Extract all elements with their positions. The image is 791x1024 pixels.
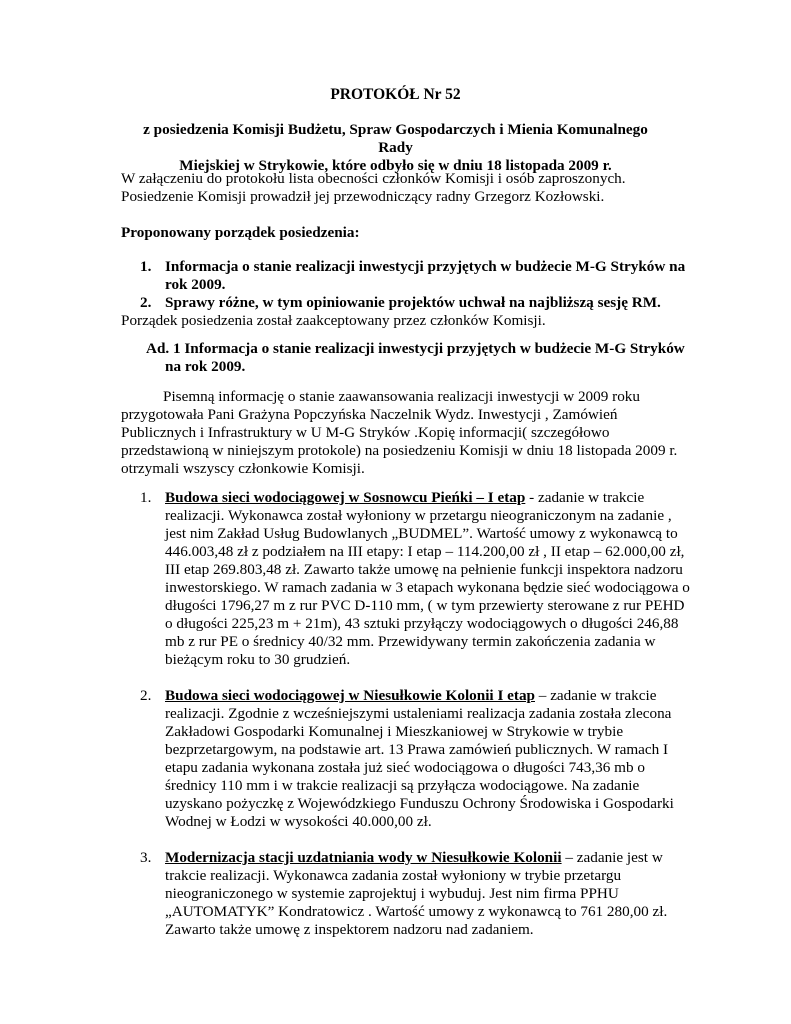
investment-item-line: inwestorskiego. W ramach zadania w 3 etapach wykonana będzie sieć wodociągowa o	[165, 579, 690, 596]
paragraph-line: Pisemną informację o stanie zaawansowania realizacji inwestycji w 2009 roku	[163, 388, 640, 405]
paragraph-line: przedstawioną w niniejszym protokole) na posiedzeniu Komisji w dniu 18 listopada 2009 r.	[121, 442, 678, 459]
investment-item-line: nieograniczonego w systemie zaprojektuj i wybuduj. Jest nim firma PPHU	[165, 885, 619, 902]
investment-list	[140, 489, 690, 939]
investment-item-title-rest: – zadanie jest w	[561, 849, 663, 866]
investment-item-line: uzyskano pożyczkę z Wojewódzkiego Funduszu Ochrony Środowiska i Gospodarki	[165, 795, 674, 812]
intro-line: W załączeniu do protokołu lista obecności członków Komisji i osób zaproszonych.	[121, 170, 626, 187]
investment-item-title-rest: – zadanie w trakcie	[535, 687, 657, 704]
paragraph-line: przygotowała Pani Grażyna Popczyńska Naczelnik Wydz. Inwestycji , Zamówień	[121, 406, 618, 423]
paragraph-line: otrzymali wszyscy członkowie Komisji.	[121, 460, 365, 477]
section-ad1-heading	[146, 340, 686, 376]
document-subtitle	[130, 121, 661, 175]
agenda-item-line: Sprawy różne, w tym opiniowanie projektów uchwał na najbliższą sesję RM.	[165, 294, 661, 311]
investment-item-line: realizacji. Wykonawca został wyłoniony w przetargu nieograniczonym na zadanie ,	[165, 507, 672, 524]
investment-item-line: mb z rur PE o średnicy 40/32 mm. Przewidywany termin zakończenia zadania w	[165, 633, 656, 650]
intro-paragraph	[121, 170, 681, 206]
investment-item-line: średnicy 110 mm i w trakcie realizacji są przyłącza wodociągowe. Na zadanie	[165, 777, 640, 794]
investment-item-line: Zawarto także umowę z inspektorem nadzoru nad zadaniem.	[165, 921, 534, 938]
investment-item	[140, 849, 690, 939]
investment-item-number: 3.	[140, 849, 152, 866]
investment-item-line: długości 1796,27 m z rur PVC D-110 mm, ( w tym przewierty sterowane z rur PEHD	[165, 597, 685, 614]
agenda-accepted-note: Porządek posiedzenia został zaakceptowany przez członków Komisji.	[121, 312, 546, 329]
investment-item-first-line	[165, 687, 690, 705]
investment-item	[140, 687, 690, 831]
investment-item-first-line	[165, 489, 690, 507]
investment-item-line: „AUTOMATYK” Kondratowicz . Wartość umowy z wykonawcą to 761 280,00 zł.	[165, 903, 668, 920]
investment-item-line: realizacji. Zgodnie z wcześniejszymi ustaleniami realizacja zadania została zlecona	[165, 705, 672, 722]
subtitle-line: Miejskiej w Strykowie, które odbyło się w dniu 18 listopada 2009 r.	[179, 157, 612, 174]
subtitle-line: z posiedzenia Komisji Budżetu, Spraw Gospodarczych i Mienia Komunalnego Rady	[143, 121, 648, 156]
agenda-heading: Proponowany porządek posiedzenia:	[121, 224, 360, 241]
agenda-list	[121, 258, 686, 330]
investment-item-title: Budowa sieci wodociągowej w Niesułkowie Kolonii I etap	[165, 687, 535, 704]
investment-item-line: 446.003,48 zł z podziałem na III etapy: I etap – 114.200,00 zł , II etap – 62.000,00 zł,	[165, 543, 685, 560]
investment-item-line: o długości 225,23 m + 21m), 43 sztuki przyłączy wodociągowych o długości 246,88	[165, 615, 679, 632]
investment-item-line: III etap 269.803,48 zł. Zawarto także umowę na pełnienie funkcji inspektora nadzoru	[165, 561, 683, 578]
investment-item-line: Zakładowi Gospodarki Komunalnej i Mieszkaniowej w Strykowie w trybie	[165, 723, 624, 740]
investment-item-line: Wodnej w Łodzi w wysokości 40.000,00 zł.	[165, 813, 432, 830]
paragraph-line: Publicznych i Infrastruktury w U M-G Stryków .Kopię informacji( szczegółowo	[121, 424, 610, 441]
investment-item-line: bieżącym roku to 30 grudzień.	[165, 651, 351, 668]
investment-item-title-rest: - zadanie w trakcie	[525, 489, 645, 506]
agenda-item	[121, 294, 686, 312]
investment-item-line: trakcie realizacji. Wykonawca zadania został wyłoniony w trybie przetargu	[165, 867, 622, 884]
investment-item-number: 1.	[140, 489, 152, 506]
agenda-item	[121, 258, 686, 294]
investment-item-title: Modernizacja stacji uzdatniania wody w Niesułkowie Kolonii	[165, 849, 562, 866]
investment-item-line: etapu zadania wykonana została już sieć wodociągowa o długości 743,36 mb o	[165, 759, 645, 776]
ad1-line: na rok 2009.	[165, 358, 246, 375]
agenda-item-line: rok 2009.	[165, 276, 226, 293]
agenda-item-number: 2.	[140, 294, 152, 311]
agenda-item-number: 1.	[140, 258, 152, 275]
investment-item-line: bezprzetargowym, na podstawie art. 13 Prawa zamówień publicznych. W ramach I	[165, 741, 669, 758]
intro-line: Posiedzenie Komisji prowadził jej przewodniczący radny Grzegorz Kozłowski.	[121, 188, 605, 205]
investment-item	[140, 489, 690, 669]
ad1-line: Ad. 1 Informacja o stanie realizacji inwestycji przyjętych w budżecie M-G Stryków	[146, 340, 685, 357]
investment-item-first-line	[165, 849, 690, 867]
info-paragraph	[121, 388, 681, 478]
document-title: PROTOKÓŁ Nr 52	[330, 86, 461, 103]
investment-item-title: Budowa sieci wodociągowej w Sosnowcu Pieńki – I etap	[165, 489, 526, 506]
investment-item-number: 2.	[140, 687, 152, 704]
investment-item-line: jest nim Zakład Usług Budowlanych „BUDMEL”. Wartość umowy z wykonawcą to	[165, 525, 678, 542]
agenda-item-line: Informacja o stanie realizacji inwestycji przyjętych w budżecie M-G Stryków na	[165, 258, 686, 275]
